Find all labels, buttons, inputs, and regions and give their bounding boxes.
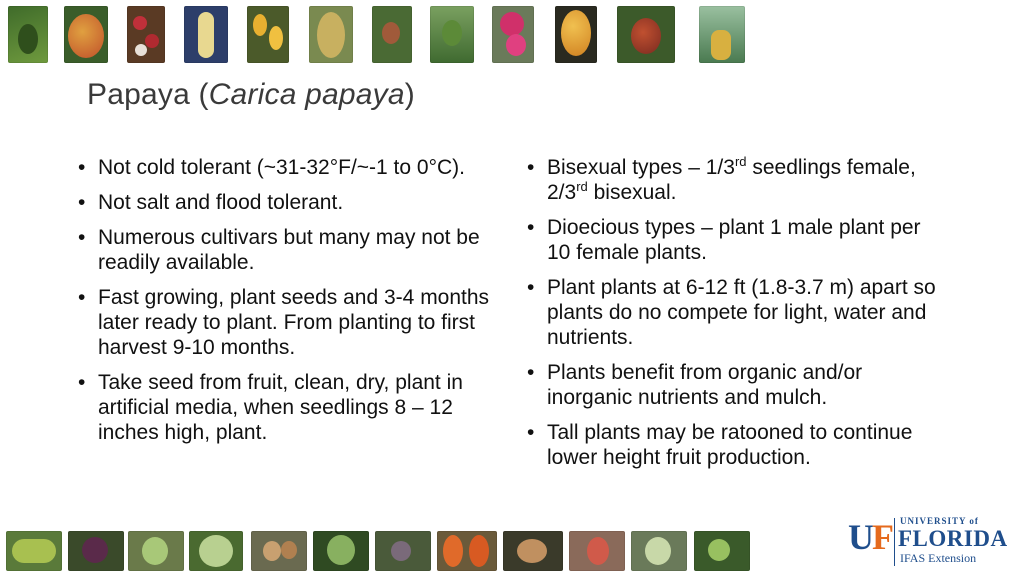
bullet-item: • Not salt and flood tolerant.	[78, 191, 344, 214]
banana-photo	[184, 6, 228, 63]
title-close: )	[404, 78, 415, 111]
bullet-icon: •	[78, 191, 86, 214]
bullet-icon: •	[527, 361, 535, 384]
logo-ifas-extension: IFAS Extension	[900, 551, 977, 565]
papaya-tree-photo	[430, 6, 474, 63]
mamey-photo	[555, 6, 597, 63]
sugar-apple-hand-photo	[128, 531, 184, 571]
bullet-item: • Numerous cultivars but many may not be readily available.	[78, 226, 480, 274]
banana-bunch-photo	[6, 531, 62, 571]
guava-photo	[313, 531, 369, 571]
bullet-icon: •	[527, 216, 535, 239]
lime-photo	[694, 531, 750, 571]
longan-cluster-photo	[503, 531, 563, 571]
bullet-item: • Not cold tolerant (~31-32°F/~-1 to 0°C).	[78, 156, 465, 179]
lychee-photo	[127, 6, 165, 63]
mangosteen-photo	[68, 531, 124, 571]
bullet-icon: •	[527, 421, 535, 444]
uf-ifas-logo	[848, 514, 1013, 570]
papaya-cut-photo	[437, 531, 497, 571]
bullet-icon: •	[527, 276, 535, 299]
bullet-item: • Plants benefit from organic and/or inorganic nutrients and mulch.	[527, 361, 863, 409]
avocado-photo	[8, 6, 48, 63]
bullet-item: • Take seed from fruit, clean, dry, plant in artificial media, when seedlings 8 – 12 inches high, plant.	[78, 371, 463, 444]
bullet-item: • Bisexual types – 1/3rd seedlings female, 2/3rd bisexual.	[527, 154, 916, 204]
mango-photo	[64, 6, 108, 63]
bullet-icon: •	[78, 226, 86, 249]
bullet-item: • Fast growing, plant seeds and 3-4 months later ready to plant. From planting to first harvest 9-10 months.	[78, 286, 490, 359]
slide-title	[87, 78, 415, 112]
logo-university-of: UNIVERSITY of	[900, 516, 979, 526]
logo-florida: FLORIDA	[898, 526, 1008, 551]
bullet-icon: •	[78, 371, 86, 394]
sapodilla-photo	[251, 531, 307, 571]
bullet-icon: •	[78, 156, 86, 179]
logo-divider	[894, 518, 895, 566]
bullet-item: • Dioecious types – plant 1 male plant per 10 female plants.	[527, 216, 921, 264]
title-plain: Papaya (	[87, 78, 209, 111]
right-bullet-list	[523, 155, 943, 480]
jackfruit-photo	[309, 6, 353, 63]
bullet-icon: •	[78, 286, 86, 309]
dragon-fruit-photo	[492, 6, 534, 63]
carambola-photo	[247, 6, 289, 63]
soursop-photo	[189, 531, 243, 571]
bullet-item: • Plant plants at 6-12 ft (1.8-3.7 m) apart so plants do no compete for light, water and nutrients.	[527, 276, 936, 349]
mango-hand-photo	[569, 531, 625, 571]
left-bullet-list	[74, 155, 504, 455]
pineapple-photo	[699, 6, 745, 63]
bullet-item: • Tall plants may be ratooned to continue lower height fruit production.	[527, 421, 913, 469]
uf-monogram: UF	[848, 517, 892, 557]
title-scientific-name: Carica papaya	[208, 78, 405, 111]
jabuticaba-photo	[375, 531, 431, 571]
mango-tree-photo	[617, 6, 675, 63]
atemoya-photo	[631, 531, 687, 571]
longan-photo	[372, 6, 412, 63]
bullet-icon: •	[527, 156, 535, 179]
